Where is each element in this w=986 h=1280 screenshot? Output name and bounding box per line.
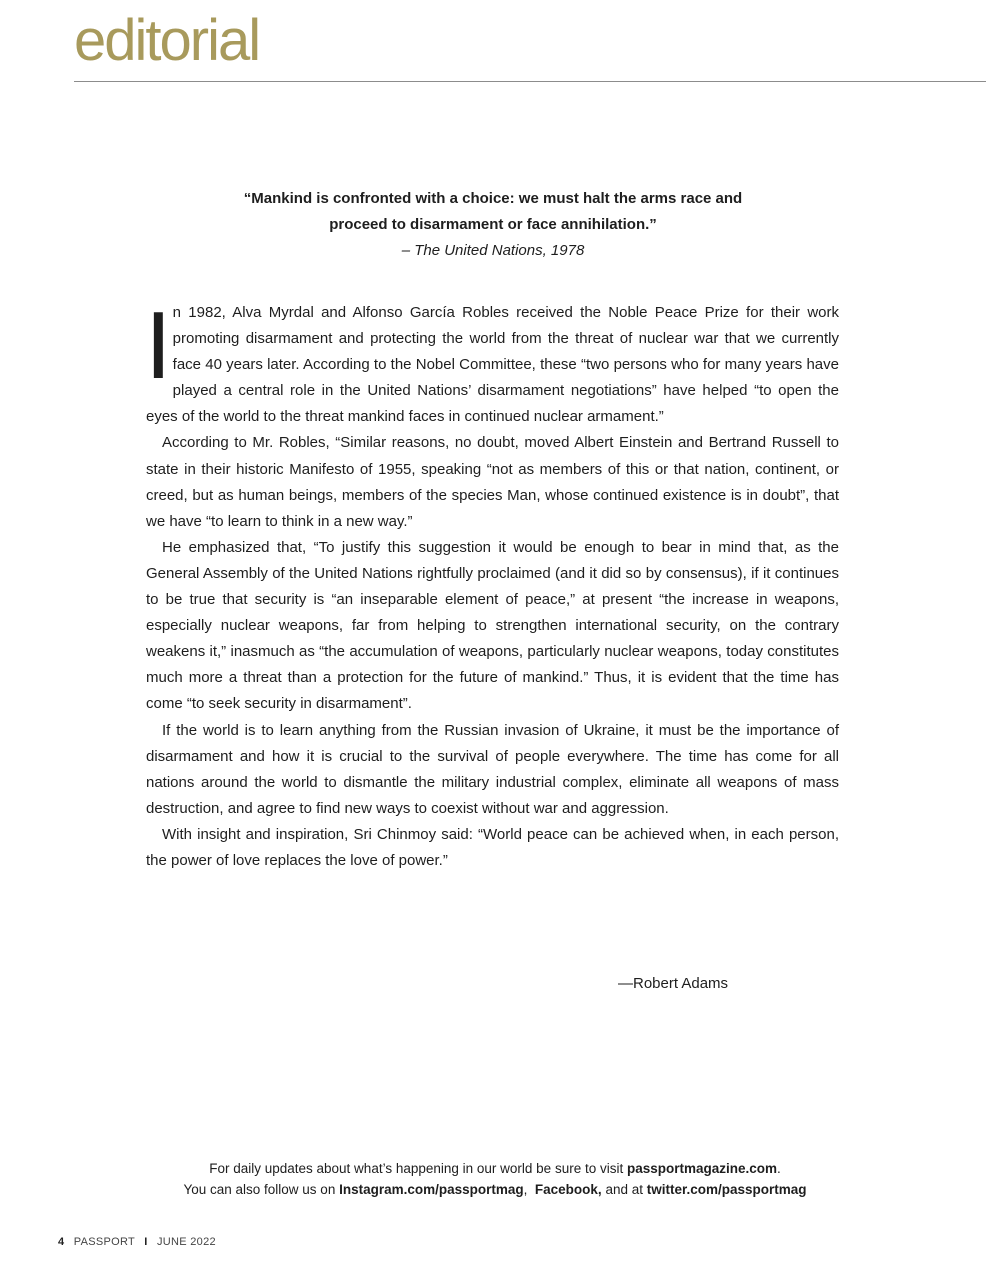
section-title: editorial [74,8,260,73]
page-folio [58,1236,216,1248]
page-number: 4 [58,1236,65,1248]
drop-cap: I [145,292,172,399]
footer-line-website: For daily updates about what’s happening in our world be sure to visit passportmagazine.com. [209,1161,781,1176]
pull-quote-line-2: proceed to disarmament or face annihilation.” [329,216,657,233]
pull-quote-line-1: “Mankind is confronted with a choice: we must halt the arms race and [243,190,743,207]
article-paragraph: According to Mr. Robles, “Similar reasons, no doubt, moved Albert Einstein and Bertrand Russell to state in their historic Manifesto of 1955, speaking “not as members of this or that nation, continent, or creed, but as human beings, members of the species Man, whose continued existence is in doubt”, that we have “to learn to think in a new way.” [146,434,839,530]
footer-line-social: You can also follow us on Instagram.com/passportmag, Facebook, and at twitter.com/passportmag [183,1182,807,1197]
twitter-link[interactable]: twitter.com/passportmag [646,1182,807,1197]
article-paragraph: If the world is to learn anything from the Russian invasion of Ukraine, it must be the importance of disarmament and how it is crucial to the survival of people everywhere. The time has come for all nations around the world to dismantle the military industrial complex, eliminate all weapons of mass destruction, and agree to find new ways to coexist without war and aggression. [146,721,839,817]
footer-note [100,1158,890,1200]
folio-separator: I [144,1236,148,1248]
issue-date: JUNE 2022 [156,1236,216,1248]
article-paragraph [145,292,839,430]
title-divider [74,81,986,82]
website-link[interactable]: passportmagazine.com [626,1161,778,1176]
article-paragraph: He emphasized that, “To justify this suggestion it would be enough to bear in mind that, as the General Assembly of the United Nations rightfully proclaimed (and it did so by consensus), if it continues to be true that security is “an inseparable element of peace,” at present “the increase in weapons, especially nuclear weapons, far from helping to strengthen international security, on the contrary weakens it,” inasmuch as “the accumulation of weapons, particularly nuclear weapons, today constitutes much more a threat than a protection for the future of mankind.” Thus, it is evident that the time has come “to seek security in disarmament”. [146,538,839,713]
pull-quote-attribution: – The United Nations, 1978 [401,242,585,259]
instagram-link[interactable]: Instagram.com/passportmag [339,1182,524,1197]
facebook-link[interactable]: Facebook, [534,1182,602,1197]
article-paragraph: With insight and inspiration, Sri Chinmoy said: “World peace can be achieved when, in each person, the power of love replaces the love of power.” [146,825,839,869]
magazine-name: PASSPORT [73,1236,135,1248]
paragraph-text: n 1982, Alva Myrdal and Alfonso García Robles received the Noble Peace Prize for their work promoting disarmament and protecting the world from the threat of nuclear war that we currently face 40 years later. According to the Nobel Committee, these “two persons who for many years have played a central role in the United Nations’ disarmament negotiations” have helped “to open the eyes of the world to the threat mankind faces in continued nuclear armament.” [146,304,839,426]
pull-quote [146,186,840,264]
author-byline: —Robert Adams [618,975,729,992]
article-body [145,292,839,874]
